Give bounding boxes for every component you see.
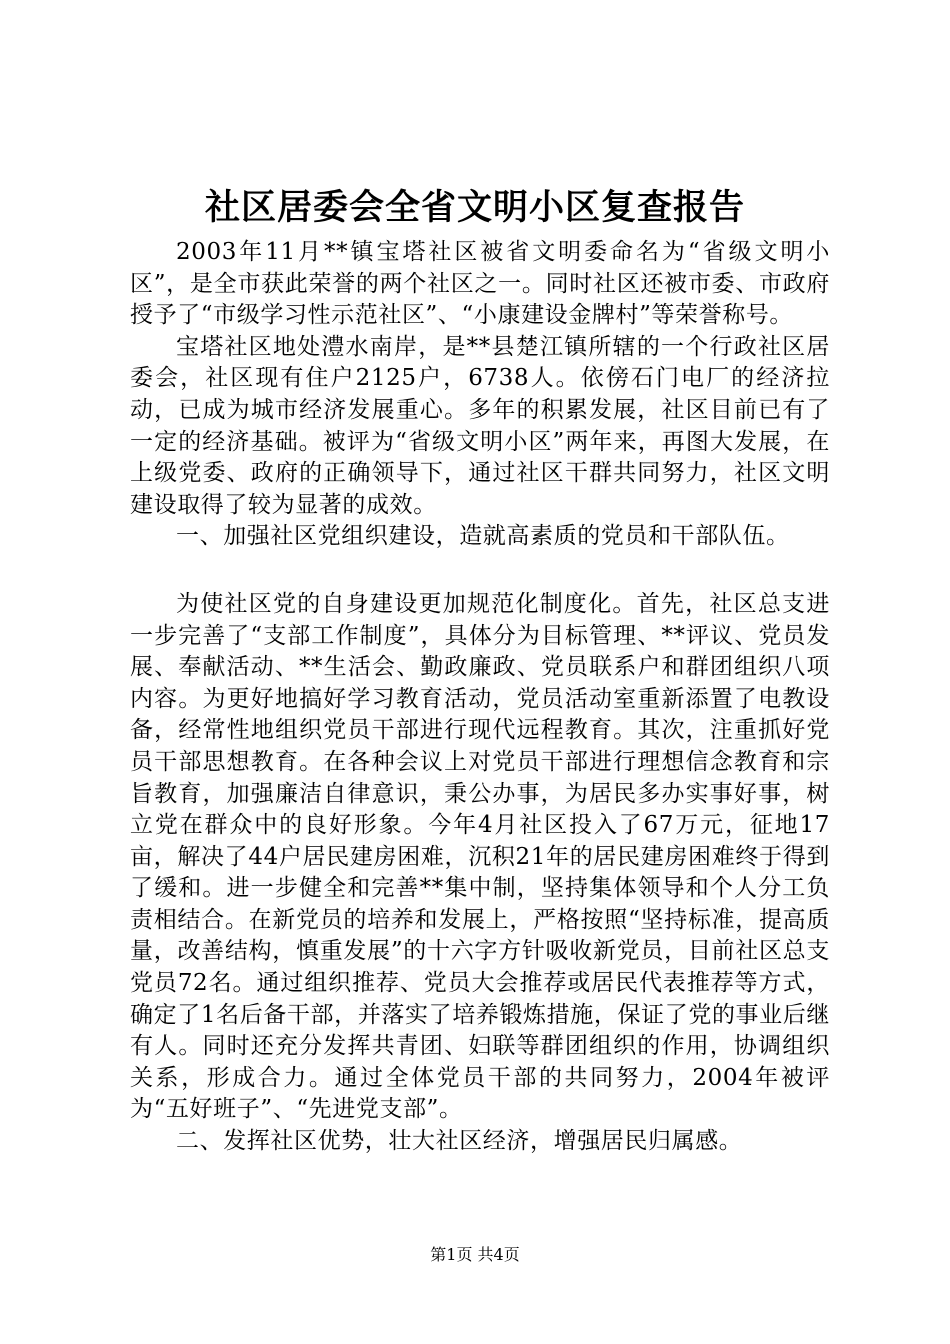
intro-paragraph: 2003年11月**镇宝塔社区被省文明委命名为“省级文明小区”，是全市获此荣誉的两个社区之一。同时社区还被市委、市政府授予了“市级学习性示范社区”、“小康建设金牌村”等荣誉称号。 [130, 239, 830, 329]
section-2-heading: 二、发挥社区优势，壮大社区经济，增强居民归属感。 [176, 1128, 743, 1155]
section-1-body: 为使社区党的自身建设更加规范化制度化。首先，社区总支进一步完善了“支部工作制度”，具体分为目标管理、**评议、党员发展、奉献活动、**生活会、勤政廉政、党员联系户和群团组织八项内容。为更好地搞好学习教育活动，党员活动室重新添置了电教设备，经常性地组织党员干部进行现代远程教育。其次，注重抓好党员干部思想教育。在各种会议上对党员干部进行理想信念教育和宗旨教育，加强廉洁自律意识，秉公办事，为居民多办实事好事，树立党在群众中的良好形象。今年4月社区投入了67万元，征地17亩，解决了44户居民建房困难，沉积21年的居民建房困难终于得到了缓和。进一步健全和完善**集中制，坚持集体领导和个人分工负责相结合。在新党员的培养和发展上，严格按照“坚持标准，提高质量，改善结构，慎重发展”的十六字方针吸收新党员，目前社区总支党员72名。通过组织推荐、党员大会推荐或居民代表推荐等方式，确定了1名后备干部，并落实了培养锻炼措施，保证了党的事业后继有人。同时还充分发挥共青团、妇联等群团组织的作用，协调组织关系，形成合力。通过全体党员干部的共同努力，2004年被评为“五好班子”、“先进党支部”。 [130, 590, 830, 1123]
page-footer: 第1页 共4页 [430, 1245, 520, 1264]
paragraph-spacer [130, 553, 830, 589]
community-overview-paragraph: 宝塔社区地处澧水南岸，是**县楚江镇所辖的一个行政社区居委会，社区现有住户2125户，6738人。依傍石门电厂的经济拉动，已成为城市经济发展重心。多年的积累发展，社区目前已有了一定的经济基础。被评为“省级文明小区”两年来，再图大发展，在上级党委、政府的正确领导下，通过社区干群共同努力，社区文明建设取得了较为显著的成效。 [130, 333, 830, 518]
document-title: 社区居委会全省文明小区复查报告 [204, 187, 745, 228]
document-body [130, 237, 830, 1158]
section-1-heading: 一、加强社区党组织建设，造就高素质的党员和干部队伍。 [176, 523, 790, 550]
